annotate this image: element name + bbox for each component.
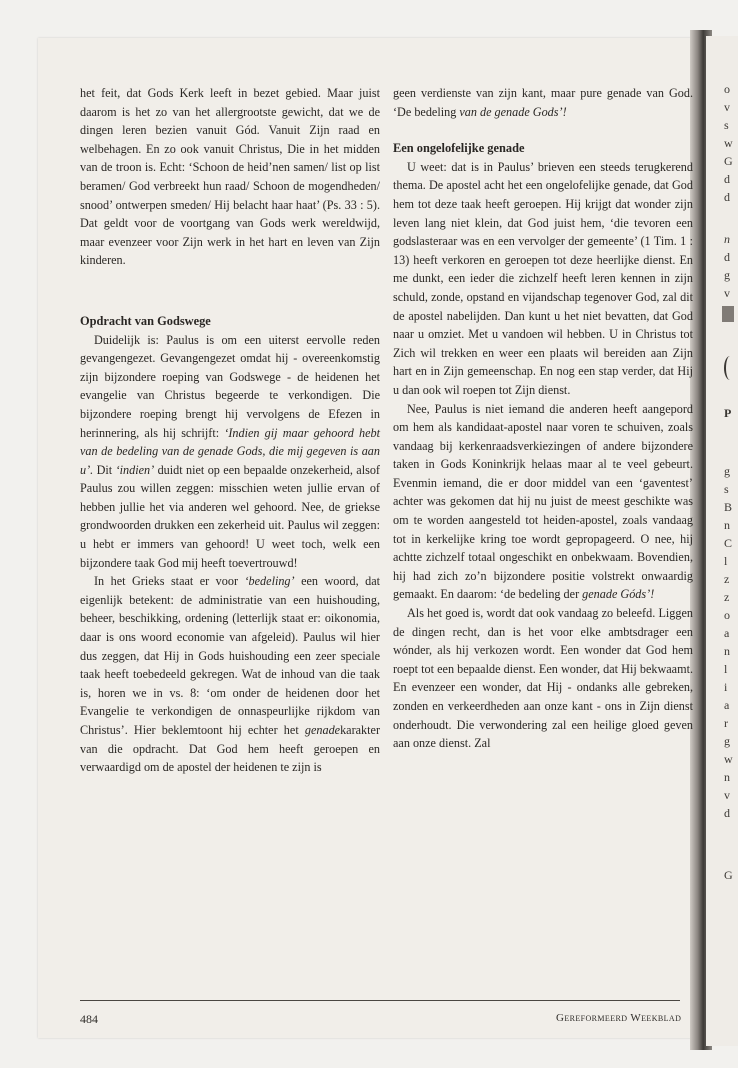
left-column — [80, 84, 380, 777]
left-paragraph-1: het feit, dat Gods Kerk leeft in bezet gebied. Maar juist daarom is het zo van het allergrootste gewicht, dat we de dingen leren bezien vanuit Gód. Vanuit Zijn raad en welbehagen. En zo ook vanuit Christus, Die in het midden van de troon is. Echt: ‘Schoon de heid’nen samen/ list op list beramen/ God verbreekt hun raad/ Schoon de mogendheden/ snood’ ontwerpen smeden/ Hij belacht haar haat’ (Ps. 33 : 5). Dat geldt voor de voortgang van Gods werk wereldwijd, maar evenzeer voor Zijn werk in het hart en leven van Zijn kinderen. — [80, 86, 380, 268]
phrase-genade-gods: van de genade Gods’! — [459, 104, 567, 119]
right-paragraph-4: Als het goed is, wordt dat ook vandaag zo beleefd. Liggen de dingen recht, dan is het voor elke ambtsdrager een wónder, als hij verkozen wordt. Een wonder dat God hem roept tot een bepaalde dienst. Een wonder, dat Hij bekwaamt. En evenzeer een wonder, dat Hij - ondanks alle gebreken, zonden en verkeerdheden aan onze kant - ons in Zijn dienst onderhoudt. Die verwondering zal een heilige gloed geven aan onze dienst. Zal — [393, 606, 693, 751]
next-page-lines-top: o v s w G d d — [724, 82, 733, 204]
right-paragraph-2: U weet: dat is in Paulus’ brieven een steeds terugkerend thema. De apostel acht het een ongelofelijke genade, dat God hem tot deze taak heeft geroepen. Hij krijgt dat wonder zijn leven lang niet klein, dat God juist hem, ‘die tevoren een godslasteraar was en een vervolger der gemeente’ (1 Tim. 1 : 13) heeft verkoren en geroepen tot deze heerlijke dienst. En me dunkt, een ieder die zichzelf heeft leren kennen in zijn schuld, zonde, opstand en vijandschap tegenover God, zal dit de apostel nabelijden. Dan kunt u het niet bevatten, dat God naar u omziet. Met u vandoen wil hebben. U in Christus tot Zich wil trekken en weer een plaats wil bereiden aan Zijn hart en in Zijn gemeenschap. En nog een stap verder, dat Hij u dan ook wil roepen tot Zijn dienst. — [393, 159, 693, 397]
right-paragraph-3: Nee, Paulus is niet iemand die anderen heeft aangepord om hem als kandidaat-apostel naar voren te schuiven, zoals vandaag bij kerkenraadsverkiezingen of andere bijzondere taken in Gods Koninkrijk helaas maar al te veel gebeurt. Evenmin iemand, die er door middel van een ‘gaventest’ achter was gekomen dat hij nu juist de meest geschikte was om te worden aangesteld tot heiden-apostel, zoals vandaag tot in kerkelijke kring toe wordt gepropageerd. O nee, hij achtte zichzelf totaal ongeschikt en onbekwaam. Bovendien, hij had zich zo’n bijzondere positie volstrekt onwaardig gemaakt. En daarom: ‘de bedeling der genade Góds’! — [393, 401, 693, 602]
section-heading-opdracht: Opdracht van Godswege — [80, 313, 211, 328]
next-page-lines-bottom: g s B n C l z z o a n l i a r g w n v d — [724, 464, 733, 820]
page-number: 484 — [80, 1012, 98, 1026]
term-bedeling: ‘bedeling’ — [244, 574, 295, 589]
next-page-box-mark — [722, 306, 734, 322]
left-paragraph-2: Duidelijk is: Paulus is om een uiterst eervolle reden gevangengezet. Gevangengezet omdat hij - overeenkomstig zijn bijzondere roeping van Godswege - de heidenen het evangelie van Christus begeerde te verkondigen. Die bijzondere roeping brengt hij vervolgens de Efezen in herinnering, als hij schrijft: ‘Indien gij maar gehoord hebt van de bedeling van de genade Gods, die mij gegeven is aan u’. Dit ‘indien’ duidt niet op een bepaalde onzekerheid, alsof Paulus zou willen zeggen: misschien weten jullie ervan of hebben jullie het via anderen wel gehoord. Nee, de griekse grondwoorden drukken een zekerheid uit. Paulus wil zeggen: u hebt er immers van gehoord! U weet toch, welk een bijzondere taak God mij heeft toevertrouwd! — [80, 332, 380, 570]
right-column — [393, 84, 693, 753]
section-heading-ongelofelijke-genade: Een ongelofelijke genade — [393, 141, 525, 156]
next-page-lines-mid: n d g v — [724, 232, 730, 300]
footer-rule — [80, 1000, 680, 1001]
term-genade: genade — [304, 723, 341, 737]
left-paragraph-3: In het Grieks staat er voor ‘bedeling’ een woord, dat eigenlijk betekent: de administratie van een huishouding, beheer, beschikking, ordening (letterlijk staat er: oikonomia, daar is ons woord economie van afgeleid). Paulus wil hier dus zeggen, dat Hij in Gods huishouding een zeer speciale taak heeft toebedeeld gekregen. Wat de inhoud van die taak is, horen we in vs. 8: ‘om onder de heidenen door het Evangelie te verkondigen de onnaspeurlijke rijkdom van Christus’. Hier beklemtoont hij echter het genadekarakter van die opdracht. Dat God hem heeft geroepen en verwaardigd om de apostel der heidenen te zijn is — [80, 574, 380, 775]
term-indien: ‘indien’ — [115, 462, 155, 477]
right-paragraph-1: geen verdienste van zijn kant, maar pure genade van God. ‘De bedeling van de genade Gods’! — [393, 86, 693, 119]
phrase-genade-gods-2: genade Góds’! — [582, 587, 655, 602]
scripture-quote: ‘Indien gij maar gehoord hebt van de bedeling van de genade Gods, die mij gegeven is aan u’. — [80, 425, 380, 477]
next-page-edge: o v s w G d d n d g v P g s B n C l z z o a n l i a r g w n v d G — [706, 36, 738, 1046]
next-page-bracket-mark — [724, 356, 736, 380]
journal-name: Gereformeerd Weekblad — [556, 1012, 682, 1024]
